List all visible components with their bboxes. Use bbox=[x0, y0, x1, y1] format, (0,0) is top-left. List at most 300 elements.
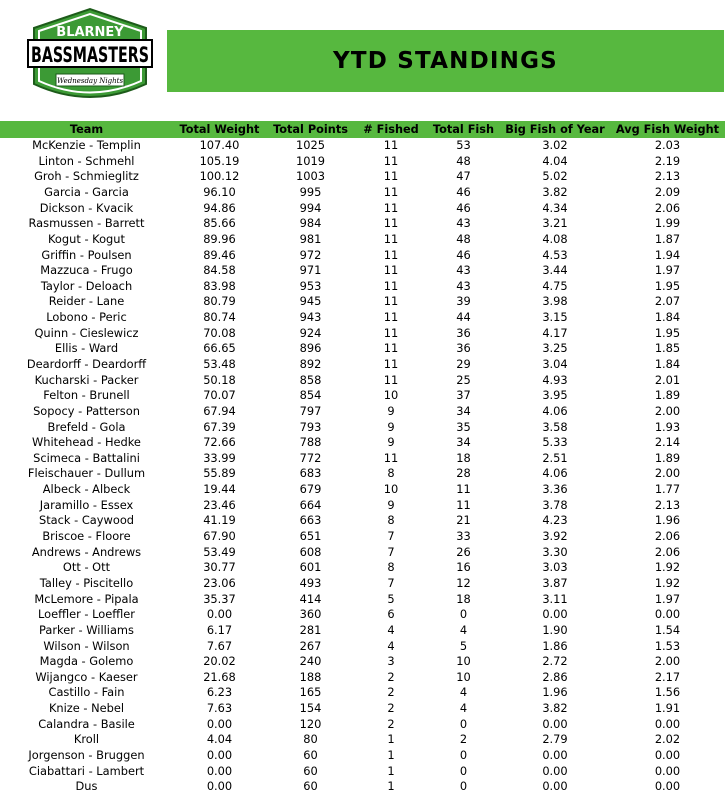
total-weight-cell: 23.06 bbox=[203, 575, 236, 590]
big-fish-cell: 3.58 bbox=[542, 419, 568, 434]
avg-fish-weight-cell: 1.92 bbox=[654, 560, 681, 575]
avg-fish-weight-cell: 2.13 bbox=[654, 169, 681, 184]
table-row bbox=[0, 435, 725, 451]
total-points-cell: 414 bbox=[299, 591, 322, 606]
fished-cell: 11 bbox=[383, 216, 399, 231]
big-fish-cell: 2.79 bbox=[542, 732, 568, 747]
table-row bbox=[0, 388, 725, 404]
big-fish-cell: 3.36 bbox=[542, 482, 568, 497]
team-cell: Andrews - Andrews bbox=[31, 544, 142, 559]
fished-cell: 11 bbox=[383, 200, 399, 215]
team-cell: Quinn - Cieslewicz bbox=[34, 325, 139, 340]
big-fish-cell: 4.53 bbox=[542, 247, 568, 262]
fished-cell: 1 bbox=[387, 748, 395, 762]
team-cell: Griffin - Poulsen bbox=[41, 247, 132, 262]
total-fish-cell: 5 bbox=[459, 638, 468, 653]
total-points-cell: 60 bbox=[303, 763, 318, 778]
total-weight-cell: 53.48 bbox=[203, 356, 236, 371]
big-fish-cell: 2.72 bbox=[542, 654, 568, 669]
big-fish-cell: 1.86 bbox=[542, 638, 568, 653]
big-fish-cell: 3.04 bbox=[542, 356, 568, 371]
big-fish-cell: 0.00 bbox=[542, 607, 568, 622]
team-cell: Jaramillo - Essex bbox=[39, 497, 134, 512]
table-row bbox=[0, 779, 725, 795]
avg-fish-weight-cell: 2.09 bbox=[654, 184, 681, 199]
team-cell: Ciabattari - Lambert bbox=[28, 763, 145, 778]
total-weight-cell: 0.00 bbox=[206, 716, 233, 731]
big-fish-cell: 1.90 bbox=[542, 622, 568, 637]
total-fish-cell: 16 bbox=[456, 560, 471, 575]
big-fish-cell: 1.96 bbox=[542, 685, 568, 700]
logo-line2: BASSMASTERS bbox=[31, 43, 149, 67]
total-fish-cell: 11 bbox=[456, 482, 471, 497]
total-fish-cell: 33 bbox=[456, 529, 471, 544]
fished-cell: 8 bbox=[387, 466, 395, 481]
total-fish-cell: 21 bbox=[456, 513, 471, 528]
total-weight-cell: 0.00 bbox=[206, 748, 233, 762]
team-cell: Kroll bbox=[73, 732, 100, 747]
total-fish-cell: 0 bbox=[459, 607, 468, 622]
team-cell: Deardorff - Deardorff bbox=[26, 356, 147, 371]
avg-fish-weight-cell: 1.85 bbox=[654, 341, 681, 356]
total-points-cell: 797 bbox=[299, 403, 322, 418]
avg-fish-weight-cell: 0.00 bbox=[654, 748, 681, 762]
col-header-avg-fish-weight: Avg Fish Weight bbox=[615, 123, 720, 136]
total-weight-cell: 70.07 bbox=[203, 388, 236, 403]
total-points-cell: 772 bbox=[299, 450, 322, 465]
fished-cell: 11 bbox=[383, 278, 399, 293]
team-cell: Jorgenson - Bruggen bbox=[28, 748, 145, 762]
fished-cell: 11 bbox=[383, 294, 399, 309]
blarney-bassmasters-logo bbox=[26, 6, 154, 110]
fished-cell: 7 bbox=[387, 575, 395, 590]
total-points-cell: 972 bbox=[299, 247, 322, 262]
big-fish-cell: 5.33 bbox=[542, 435, 568, 450]
avg-fish-weight-cell: 2.03 bbox=[654, 138, 681, 153]
fished-cell: 4 bbox=[387, 622, 395, 637]
total-points-cell: 984 bbox=[299, 216, 322, 231]
avg-fish-weight-cell: 2.00 bbox=[654, 654, 681, 669]
team-cell: Mazzuca - Frugo bbox=[40, 263, 133, 278]
team-cell: Rasmussen - Barrett bbox=[28, 216, 145, 231]
team-cell: Castillo - Fain bbox=[48, 685, 125, 700]
logo-tagline: Wednesday Nights bbox=[56, 77, 124, 85]
total-weight-cell: 96.10 bbox=[203, 184, 236, 199]
total-weight-cell: 89.46 bbox=[203, 247, 236, 262]
table-row bbox=[0, 357, 725, 373]
total-points-cell: 854 bbox=[299, 388, 322, 403]
total-weight-cell: 20.02 bbox=[203, 654, 236, 669]
fished-cell: 10 bbox=[383, 388, 399, 403]
avg-fish-weight-cell: 1.54 bbox=[654, 622, 681, 637]
table-body bbox=[0, 138, 725, 795]
fished-cell: 4 bbox=[387, 638, 395, 653]
big-fish-cell: 3.30 bbox=[542, 544, 568, 559]
big-fish-cell: 2.51 bbox=[542, 450, 568, 465]
table-row bbox=[0, 764, 725, 780]
avg-fish-weight-cell: 2.14 bbox=[654, 435, 681, 450]
total-weight-cell: 107.40 bbox=[199, 138, 240, 153]
avg-fish-weight-cell: 1.84 bbox=[654, 356, 681, 371]
fished-cell: 2 bbox=[387, 716, 395, 731]
fished-cell: 11 bbox=[383, 263, 399, 278]
fished-cell: 11 bbox=[383, 184, 399, 199]
col-header-total-weight: Total Weight bbox=[179, 123, 260, 136]
total-fish-cell: 10 bbox=[456, 669, 471, 684]
table-row bbox=[0, 341, 725, 357]
big-fish-cell: 4.34 bbox=[542, 200, 568, 215]
fished-cell: 6 bbox=[387, 607, 395, 622]
total-points-cell: 651 bbox=[299, 529, 322, 544]
total-weight-cell: 23.46 bbox=[203, 497, 236, 512]
total-fish-cell: 44 bbox=[456, 310, 471, 325]
header-row bbox=[0, 121, 725, 138]
total-points-cell: 154 bbox=[299, 701, 322, 716]
total-points-cell: 892 bbox=[299, 356, 322, 371]
total-weight-cell: 66.65 bbox=[203, 341, 236, 356]
total-points-cell: 360 bbox=[299, 607, 322, 622]
avg-fish-weight-cell: 2.02 bbox=[654, 732, 681, 747]
team-cell: Felton - Brunell bbox=[43, 388, 130, 403]
total-weight-cell: 67.90 bbox=[203, 529, 236, 544]
big-fish-cell: 3.87 bbox=[542, 575, 568, 590]
table-row bbox=[0, 169, 725, 185]
avg-fish-weight-cell: 0.00 bbox=[654, 779, 681, 794]
team-cell: Wijangco - Kaeser bbox=[35, 669, 138, 684]
team-cell: Linton - Schmehl bbox=[38, 153, 135, 168]
total-weight-cell: 72.66 bbox=[203, 435, 236, 450]
table-row bbox=[0, 247, 725, 263]
fished-cell: 11 bbox=[383, 247, 399, 262]
total-fish-cell: 26 bbox=[456, 544, 471, 559]
total-fish-cell: 34 bbox=[456, 435, 471, 450]
avg-fish-weight-cell: 1.89 bbox=[654, 450, 681, 465]
total-fish-cell: 0 bbox=[459, 748, 468, 762]
fished-cell: 11 bbox=[383, 169, 399, 184]
big-fish-cell: 4.23 bbox=[542, 513, 568, 528]
total-weight-cell: 105.19 bbox=[199, 153, 240, 168]
table-row bbox=[0, 294, 725, 310]
team-cell: Albeck - Albeck bbox=[42, 482, 131, 497]
big-fish-cell: 3.82 bbox=[542, 701, 568, 716]
team-cell: Fleischauer - Dullum bbox=[27, 466, 146, 481]
team-cell: Reider - Lane bbox=[48, 294, 125, 309]
total-fish-cell: 37 bbox=[456, 388, 471, 403]
total-points-cell: 80 bbox=[303, 732, 318, 747]
total-fish-cell: 46 bbox=[456, 200, 471, 215]
avg-fish-weight-cell: 1.97 bbox=[654, 591, 681, 606]
team-cell: Groh - Schmieglitz bbox=[34, 169, 139, 184]
table-row bbox=[0, 623, 725, 639]
team-cell: Sopocy - Patterson bbox=[33, 403, 140, 418]
team-cell: Ott - Ott bbox=[62, 560, 111, 575]
total-points-cell: 663 bbox=[299, 513, 322, 528]
table-row bbox=[0, 216, 725, 232]
total-fish-cell: 34 bbox=[456, 403, 471, 418]
total-points-cell: 601 bbox=[299, 560, 322, 575]
avg-fish-weight-cell: 1.95 bbox=[654, 325, 681, 340]
table-row bbox=[0, 748, 725, 764]
total-weight-cell: 6.17 bbox=[206, 622, 233, 637]
team-cell: Loeffler - Loeffler bbox=[37, 607, 135, 622]
total-weight-cell: 55.89 bbox=[203, 466, 236, 481]
big-fish-cell: 4.06 bbox=[542, 403, 568, 418]
avg-fish-weight-cell: 2.07 bbox=[654, 294, 681, 309]
avg-fish-weight-cell: 0.00 bbox=[654, 716, 681, 731]
avg-fish-weight-cell: 1.89 bbox=[654, 388, 681, 403]
total-weight-cell: 70.08 bbox=[203, 325, 236, 340]
team-cell: Wilson - Wilson bbox=[43, 638, 130, 653]
table-row bbox=[0, 545, 725, 561]
total-fish-cell: 0 bbox=[459, 763, 468, 778]
total-weight-cell: 80.74 bbox=[203, 310, 236, 325]
avg-fish-weight-cell: 1.77 bbox=[654, 482, 681, 497]
total-points-cell: 679 bbox=[299, 482, 322, 497]
col-header-total-points: Total Points bbox=[273, 123, 348, 136]
logo-line1: BLARNEY bbox=[56, 25, 124, 40]
total-fish-cell: 4 bbox=[459, 622, 468, 637]
avg-fish-weight-cell: 1.87 bbox=[654, 231, 681, 246]
table-row bbox=[0, 279, 725, 295]
col-header-team: Team bbox=[69, 123, 104, 136]
big-fish-cell: 4.75 bbox=[542, 278, 568, 293]
total-weight-cell: 0.00 bbox=[206, 779, 233, 794]
total-fish-cell: 25 bbox=[456, 372, 471, 387]
fished-cell: 11 bbox=[383, 231, 399, 246]
total-weight-cell: 21.68 bbox=[203, 669, 236, 684]
big-fish-cell: 4.17 bbox=[542, 325, 568, 340]
total-fish-cell: 46 bbox=[456, 247, 471, 262]
fished-cell: 9 bbox=[387, 403, 395, 418]
big-fish-cell: 0.00 bbox=[542, 779, 568, 794]
fished-cell: 10 bbox=[383, 482, 399, 497]
total-weight-cell: 83.98 bbox=[203, 278, 236, 293]
total-weight-cell: 19.44 bbox=[203, 482, 236, 497]
total-weight-cell: 4.04 bbox=[206, 732, 233, 747]
fished-cell: 11 bbox=[383, 138, 399, 153]
total-fish-cell: 2 bbox=[459, 732, 468, 747]
total-points-cell: 981 bbox=[299, 231, 322, 246]
standings-table bbox=[0, 121, 725, 795]
total-points-cell: 608 bbox=[299, 544, 322, 559]
team-cell: McKenzie - Templin bbox=[32, 138, 141, 153]
total-fish-cell: 43 bbox=[456, 278, 471, 293]
avg-fish-weight-cell: 2.01 bbox=[654, 372, 681, 387]
total-fish-cell: 47 bbox=[456, 169, 471, 184]
total-weight-cell: 85.66 bbox=[203, 216, 236, 231]
table-row bbox=[0, 154, 725, 170]
total-weight-cell: 80.79 bbox=[203, 294, 236, 309]
total-fish-cell: 43 bbox=[456, 263, 471, 278]
table-row bbox=[0, 670, 725, 686]
total-points-cell: 971 bbox=[299, 263, 322, 278]
total-weight-cell: 100.12 bbox=[199, 169, 240, 184]
fished-cell: 1 bbox=[387, 779, 395, 794]
table-row bbox=[0, 654, 725, 670]
fished-cell: 11 bbox=[383, 372, 399, 387]
table-row bbox=[0, 466, 725, 482]
table-row bbox=[0, 326, 725, 342]
total-points-cell: 1019 bbox=[296, 153, 325, 168]
total-fish-cell: 18 bbox=[456, 591, 471, 606]
fished-cell: 11 bbox=[383, 356, 399, 371]
big-fish-cell: 4.93 bbox=[542, 372, 568, 387]
table-row bbox=[0, 404, 725, 420]
total-points-cell: 793 bbox=[299, 419, 322, 434]
total-fish-cell: 39 bbox=[456, 294, 471, 309]
fished-cell: 11 bbox=[383, 325, 399, 340]
total-points-cell: 994 bbox=[299, 200, 322, 215]
total-fish-cell: 36 bbox=[456, 341, 471, 356]
table-row bbox=[0, 498, 725, 514]
total-points-cell: 267 bbox=[299, 638, 322, 653]
table-row bbox=[0, 639, 725, 655]
big-fish-cell: 0.00 bbox=[542, 748, 568, 762]
total-points-cell: 120 bbox=[299, 716, 322, 731]
avg-fish-weight-cell: 1.99 bbox=[654, 216, 681, 231]
col-header-total-fish: Total Fish bbox=[432, 123, 495, 136]
total-points-cell: 924 bbox=[299, 325, 322, 340]
table-row bbox=[0, 420, 725, 436]
avg-fish-weight-cell: 2.00 bbox=[654, 403, 681, 418]
fished-cell: 7 bbox=[387, 529, 395, 544]
total-weight-cell: 30.77 bbox=[203, 560, 236, 575]
big-fish-cell: 4.06 bbox=[542, 466, 568, 481]
table-row bbox=[0, 732, 725, 748]
avg-fish-weight-cell: 2.06 bbox=[654, 544, 681, 559]
total-points-cell: 165 bbox=[299, 685, 322, 700]
table-row bbox=[0, 529, 725, 545]
table-row bbox=[0, 185, 725, 201]
total-weight-cell: 50.18 bbox=[203, 372, 236, 387]
fished-cell: 3 bbox=[387, 654, 395, 669]
table-row bbox=[0, 232, 725, 248]
fished-cell: 8 bbox=[387, 560, 395, 575]
team-cell: Ellis - Ward bbox=[54, 341, 119, 356]
total-weight-cell: 0.00 bbox=[206, 763, 233, 778]
total-weight-cell: 67.94 bbox=[203, 403, 236, 418]
total-fish-cell: 0 bbox=[459, 716, 468, 731]
table-row bbox=[0, 607, 725, 623]
table-row bbox=[0, 592, 725, 608]
total-fish-cell: 11 bbox=[456, 497, 471, 512]
team-cell: Briscoe - Floore bbox=[42, 529, 131, 544]
table-row bbox=[0, 451, 725, 467]
total-points-cell: 858 bbox=[299, 372, 322, 387]
total-weight-cell: 7.63 bbox=[206, 701, 233, 716]
avg-fish-weight-cell: 1.91 bbox=[654, 701, 681, 716]
total-fish-cell: 0 bbox=[459, 779, 468, 794]
total-points-cell: 995 bbox=[299, 184, 322, 199]
fished-cell: 11 bbox=[383, 153, 399, 168]
fished-cell: 9 bbox=[387, 497, 395, 512]
team-cell: Garcia - Garcia bbox=[44, 184, 129, 199]
fished-cell: 2 bbox=[387, 701, 395, 716]
big-fish-cell: 3.92 bbox=[542, 529, 568, 544]
avg-fish-weight-cell: 1.84 bbox=[654, 310, 681, 325]
avg-fish-weight-cell: 2.00 bbox=[654, 466, 681, 481]
total-weight-cell: 7.67 bbox=[206, 638, 233, 653]
fished-cell: 11 bbox=[383, 310, 399, 325]
avg-fish-weight-cell: 1.53 bbox=[654, 638, 681, 653]
total-points-cell: 664 bbox=[299, 497, 322, 512]
big-fish-cell: 4.08 bbox=[542, 231, 568, 246]
team-cell: Lobono - Peric bbox=[46, 310, 127, 325]
big-fish-cell: 3.11 bbox=[542, 591, 568, 606]
avg-fish-weight-cell: 0.00 bbox=[654, 607, 681, 622]
total-points-cell: 1003 bbox=[296, 169, 325, 184]
big-fish-cell: 4.04 bbox=[542, 153, 568, 168]
page-title: YTD STANDINGS bbox=[333, 48, 558, 74]
fished-cell: 1 bbox=[387, 732, 395, 747]
total-fish-cell: 53 bbox=[456, 138, 471, 153]
total-fish-cell: 43 bbox=[456, 216, 471, 231]
table-row bbox=[0, 513, 725, 529]
table-header bbox=[0, 121, 725, 138]
total-fish-cell: 4 bbox=[459, 701, 468, 716]
total-weight-cell: 33.99 bbox=[203, 450, 236, 465]
total-fish-cell: 18 bbox=[456, 450, 471, 465]
avg-fish-weight-cell: 1.93 bbox=[654, 419, 681, 434]
total-fish-cell: 4 bbox=[459, 685, 468, 700]
team-cell: Parker - Williams bbox=[39, 622, 134, 637]
big-fish-cell: 5.02 bbox=[542, 169, 568, 184]
fished-cell: 9 bbox=[387, 419, 395, 434]
big-fish-cell: 3.15 bbox=[542, 310, 568, 325]
team-cell: Kucharski - Packer bbox=[34, 372, 139, 387]
table-row bbox=[0, 701, 725, 717]
total-fish-cell: 46 bbox=[456, 184, 471, 199]
total-fish-cell: 48 bbox=[456, 231, 471, 246]
team-cell: Stack - Caywood bbox=[38, 513, 135, 528]
table-row bbox=[0, 263, 725, 279]
fished-cell: 8 bbox=[387, 513, 395, 528]
team-cell: Whitehead - Hedke bbox=[32, 435, 141, 450]
total-weight-cell: 53.49 bbox=[203, 544, 236, 559]
fished-cell: 9 bbox=[387, 435, 395, 450]
total-fish-cell: 36 bbox=[456, 325, 471, 340]
table-row bbox=[0, 685, 725, 701]
total-points-cell: 953 bbox=[299, 278, 322, 293]
big-fish-cell: 0.00 bbox=[542, 763, 568, 778]
fished-cell: 11 bbox=[383, 341, 399, 356]
big-fish-cell: 3.95 bbox=[542, 388, 568, 403]
team-cell: Taylor - Deloach bbox=[40, 278, 133, 293]
total-fish-cell: 28 bbox=[456, 466, 471, 481]
avg-fish-weight-cell: 1.97 bbox=[654, 263, 681, 278]
avg-fish-weight-cell: 1.92 bbox=[654, 575, 681, 590]
team-cell: Dickson - Kvacik bbox=[39, 200, 134, 215]
total-points-cell: 683 bbox=[299, 466, 322, 481]
total-points-cell: 240 bbox=[299, 654, 322, 669]
big-fish-cell: 3.21 bbox=[542, 216, 568, 231]
avg-fish-weight-cell: 0.00 bbox=[654, 763, 681, 778]
total-points-cell: 896 bbox=[299, 341, 322, 356]
total-fish-cell: 48 bbox=[456, 153, 471, 168]
table-row bbox=[0, 138, 725, 154]
big-fish-cell: 3.82 bbox=[542, 184, 568, 199]
avg-fish-weight-cell: 2.17 bbox=[654, 669, 681, 684]
total-points-cell: 943 bbox=[299, 310, 322, 325]
table-row bbox=[0, 373, 725, 389]
team-cell: Knize - Nebel bbox=[48, 701, 125, 716]
total-weight-cell: 41.19 bbox=[203, 513, 236, 528]
table-row bbox=[0, 717, 725, 733]
total-fish-cell: 12 bbox=[456, 575, 471, 590]
total-points-cell: 1025 bbox=[296, 138, 325, 153]
team-cell: McLemore - Pipala bbox=[34, 591, 139, 606]
table-row bbox=[0, 560, 725, 576]
